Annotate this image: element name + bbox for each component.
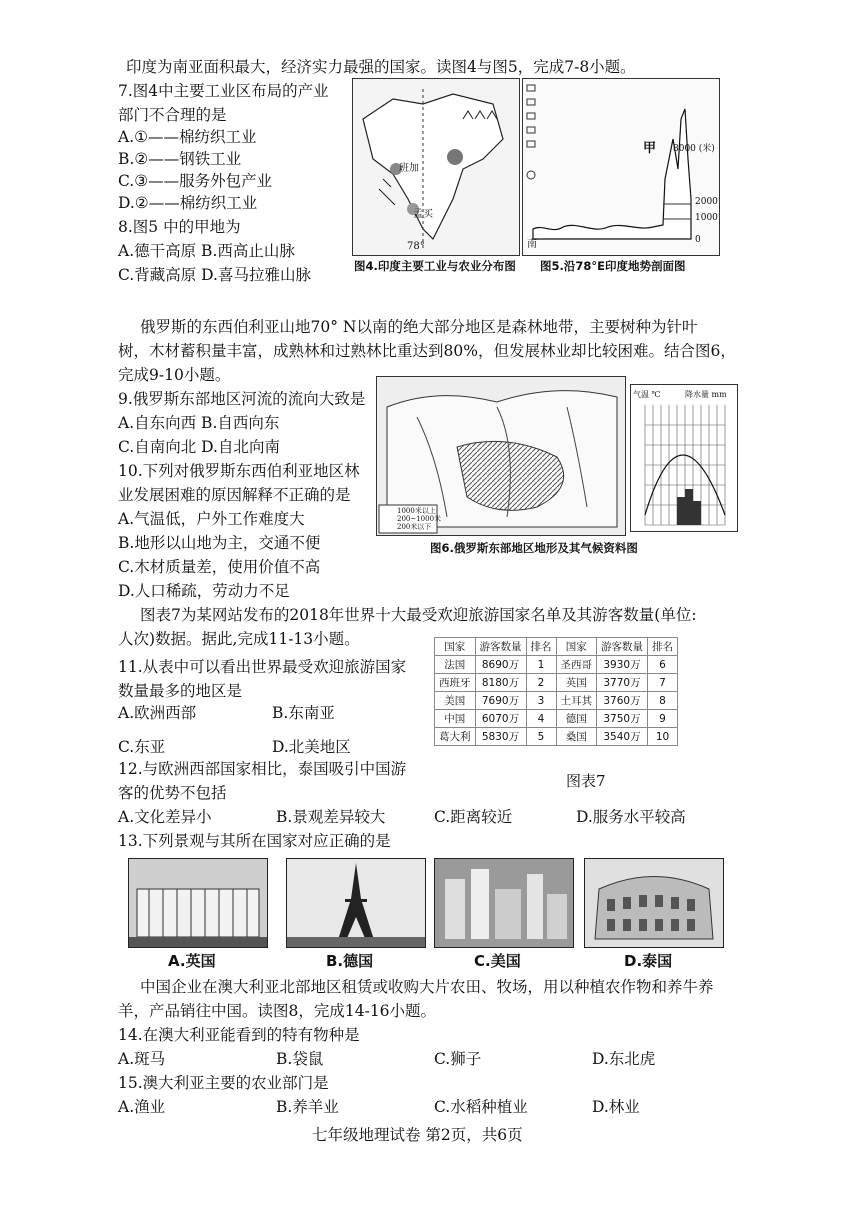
- table-cell: 土耳其: [556, 692, 597, 710]
- table-cell: 3750万: [597, 710, 648, 728]
- q7-stem-line2: 部门不合理的是: [118, 106, 227, 124]
- photo-a-palace: [128, 858, 268, 948]
- figure-6-russia-map: [376, 376, 626, 536]
- photo-a-label: A.英国: [168, 952, 216, 970]
- q10-option-b: B.地形以山地为主，交通不便: [118, 534, 321, 552]
- q10-option-c: C.木材质量差，使用价值不高: [118, 558, 321, 576]
- table-cell: 10: [648, 728, 678, 746]
- q12-option-c: C.距离较近: [434, 808, 513, 826]
- intro-tourism-line2: 人次)数据。据此,完成11-13小题。: [118, 630, 360, 648]
- q9-options-ab: A.自东向西 B.自西向东: [118, 414, 280, 432]
- table-cell: 9: [648, 710, 678, 728]
- q8-options-ab: A.德干高原 B.西高止山脉: [118, 242, 295, 260]
- table-cell: 2: [526, 674, 556, 692]
- table-cell: 葛大利: [435, 728, 476, 746]
- table-cell: 5830万: [475, 728, 526, 746]
- table-cell: 圣西哥: [556, 656, 597, 674]
- table-cell: 6: [648, 656, 678, 674]
- fig6-legend-3: 200米以下: [397, 523, 432, 531]
- q10-option-a: A.气温低，户外工作难度大: [118, 510, 305, 528]
- table-cell: 3540万: [597, 728, 648, 746]
- page-footer: 七年级地理试卷 第2页，共6页: [312, 1126, 523, 1144]
- q12-option-a: A.文化差异小: [118, 808, 212, 826]
- table-header: 排名: [526, 638, 556, 656]
- table-cell: 美国: [435, 692, 476, 710]
- fig5-tick-1: 2000: [695, 197, 718, 207]
- table-header: 排名: [648, 638, 678, 656]
- table-header: 游客数量: [597, 638, 648, 656]
- q12-option-b: B.景观差异较大: [276, 808, 386, 826]
- q11-stem-line2: 数量最多的地区是: [118, 682, 243, 700]
- table-cell: 3: [526, 692, 556, 710]
- intro-australia-line1: 中国企业在澳大利亚北部地区租赁或收购大片农田、牧场，用以种植农作物和养牛养: [140, 978, 714, 996]
- table-header: 国家: [556, 638, 597, 656]
- q7-stem-line1: 7.图4中主要工业区布局的产业: [118, 82, 329, 100]
- table-header: 游客数量: [475, 638, 526, 656]
- table-cell: 5: [526, 728, 556, 746]
- q8-stem: 8.图5 中的甲地为: [118, 218, 241, 236]
- q15-stem: 15.澳大利亚主要的农业部门是: [118, 1074, 329, 1092]
- table-cell: 1: [526, 656, 556, 674]
- table-cell: 3770万: [597, 674, 648, 692]
- q12-option-d: D.服务水平较高: [576, 808, 686, 826]
- figure-5-profile: [522, 78, 720, 256]
- figure-6-climate-chart: [630, 384, 738, 532]
- photo-b-label: B.德国: [326, 952, 374, 970]
- fig4-label-longitude: 78°: [407, 241, 425, 252]
- intro-russia-line2: 树，木材蓄积量丰富，成熟林和过熟林比重达到80%，但发展林业却比较困难。结合图6，: [118, 342, 736, 360]
- table-7-tourism: [434, 637, 678, 746]
- table-row: [435, 692, 678, 710]
- fig4-caption: 图4.印度主要工业与农业分布图: [354, 259, 516, 273]
- table-cell: 3760万: [597, 692, 648, 710]
- photo-d-label: D.泰国: [624, 952, 673, 970]
- intro-india: 印度为南亚面积最大，经济实力最强的国家。读图4与图5，完成7-8小题。: [126, 58, 636, 76]
- photo-c-city: [434, 858, 574, 948]
- table-7-caption: 图表7: [566, 772, 606, 790]
- q10-stem-line2: 业发展困难的原因解释不正确的是: [118, 486, 351, 504]
- q15-option-a: A.渔业: [118, 1098, 166, 1116]
- table-cell: 中国: [435, 710, 476, 728]
- q8-options-cd: C.背藏高原 D.喜马拉雅山脉: [118, 266, 311, 284]
- fig6-caption: 图6.俄罗斯东部地区地形及其气候资料图: [430, 541, 638, 555]
- fig5-tick-2: 1000: [695, 213, 718, 223]
- intro-tourism-line1: 图表7为某网站发布的2018年世界十大最受欢迎旅游国家名单及其游客数量(单位:: [140, 606, 697, 624]
- q14-option-b: B.袋鼠: [276, 1050, 324, 1068]
- q14-stem: 14.在澳大利亚能看到的特有物种是: [118, 1026, 360, 1044]
- fig6-climate-temp-label: 气温 ℃: [633, 390, 661, 399]
- fig4-label-city2: 孟买: [413, 209, 433, 220]
- fig6-climate-precip-label: 降水量 mm: [685, 390, 727, 399]
- q9-options-cd: C.自南向北 D.自北向南: [118, 438, 280, 456]
- fig5-tick-0: 8000 (米): [673, 144, 715, 154]
- table-cell: 桑国: [556, 728, 597, 746]
- q11-option-d: D.北美地区: [272, 738, 351, 756]
- table-cell: 8690万: [475, 656, 526, 674]
- photo-d-colosseum: [584, 858, 724, 948]
- q9-stem: 9.俄罗斯东部地区河流的流向大致是: [118, 390, 366, 408]
- q11-option-a: A.欧洲西部: [118, 704, 197, 722]
- intro-russia-line3: 完成9-10小题。: [118, 366, 231, 384]
- q10-option-d: D.人口稀疏，劳动力不足: [118, 582, 290, 600]
- q14-option-c: C.狮子: [434, 1050, 482, 1068]
- table-cell: 德国: [556, 710, 597, 728]
- fig4-label-city1: 班加: [399, 163, 419, 174]
- q7-option-c: C.③——服务外包产业: [118, 172, 273, 190]
- fig5-tick-3: 0: [695, 235, 701, 245]
- q7-option-b: B.②——钢铁工业: [118, 150, 242, 168]
- intro-australia-line2: 羊，产品销往中国。读图8，完成14-16小题。: [118, 1002, 437, 1020]
- q12-stem-line1: 12.与欧洲西部国家相比，泰国吸引中国游: [118, 760, 407, 778]
- table-cell: 法国: [435, 656, 476, 674]
- photo-c-label: C.美国: [474, 952, 521, 970]
- q11-option-b: B.东南亚: [272, 704, 335, 722]
- q7-option-a: A.①——棉纺织工业: [118, 128, 257, 146]
- q11-option-c: C.东亚: [118, 738, 166, 756]
- fig5-label-jia: 甲: [643, 141, 657, 156]
- table-row: [435, 674, 678, 692]
- table-row: [435, 728, 678, 746]
- q7-option-d: D.②——棉纺织工业: [118, 194, 258, 212]
- table-cell: 7690万: [475, 692, 526, 710]
- q11-stem-line1: 11.从表中可以看出世界最受欢迎旅游国家: [118, 658, 407, 676]
- table-cell: 3930万: [597, 656, 648, 674]
- fig5-label-south: 南: [527, 239, 537, 250]
- fig5-caption: 图5.沿78°E印度地势剖面图: [540, 259, 686, 273]
- q15-option-c: C.水稻种植业: [434, 1098, 528, 1116]
- table-row: [435, 656, 678, 674]
- table-cell: 西班牙: [435, 674, 476, 692]
- q15-option-d: D.林业: [592, 1098, 640, 1116]
- table-cell: 8: [648, 692, 678, 710]
- figure-4-india-map: [352, 78, 520, 256]
- q14-option-a: A.斑马: [118, 1050, 166, 1068]
- table-cell: 7: [648, 674, 678, 692]
- q12-stem-line2: 客的优势不包括: [118, 784, 227, 802]
- photo-b-eiffel-tower: [286, 858, 426, 948]
- table-cell: 8180万: [475, 674, 526, 692]
- q15-option-b: B.养羊业: [276, 1098, 339, 1116]
- q10-stem-line1: 10.下列对俄罗斯东西伯利亚地区林: [118, 462, 360, 480]
- table-cell: 4: [526, 710, 556, 728]
- table-cell: 英国: [556, 674, 597, 692]
- table-cell: 6070万: [475, 710, 526, 728]
- table-row: [435, 710, 678, 728]
- intro-russia-line1: 俄罗斯的东西伯利亚山地70° N以南的绝大部分地区是森林地带，主要树种为针叶: [140, 318, 698, 336]
- table-header: 国家: [435, 638, 476, 656]
- table-header-row: [435, 638, 678, 656]
- fig6-legend-1: 1000米以上: [397, 507, 436, 515]
- fig6-legend-2: 200~1000米: [397, 515, 442, 523]
- q13-stem: 13.下列景观与其所在国家对应正确的是: [118, 832, 391, 850]
- q14-option-d: D.东北虎: [592, 1050, 656, 1068]
